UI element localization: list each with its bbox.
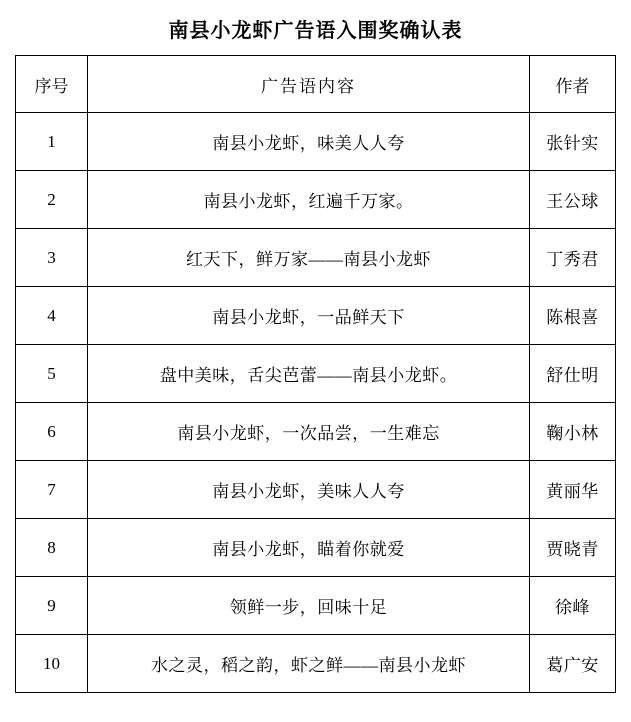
column-header-author: 作者	[530, 56, 616, 113]
cell-content: 领鲜一步，回味十足	[88, 577, 530, 635]
column-header-content: 广告语内容	[88, 56, 530, 113]
table-row	[16, 403, 616, 461]
table-row	[16, 519, 616, 577]
cell-no: 5	[16, 345, 88, 403]
table-row	[16, 577, 616, 635]
table-row	[16, 461, 616, 519]
cell-content: 南县小龙虾，一品鲜天下	[88, 287, 530, 345]
cell-author: 张针实	[530, 113, 616, 171]
cell-no: 4	[16, 287, 88, 345]
table-row	[16, 345, 616, 403]
table-row	[16, 113, 616, 171]
page-title: 南县小龙虾广告语入围奖确认表	[168, 20, 463, 42]
cell-content: 盘中美味，舌尖芭蕾——南县小龙虾。	[88, 345, 530, 403]
table-row	[16, 171, 616, 229]
column-header-no: 序号	[16, 56, 88, 113]
cell-author: 丁秀君	[530, 229, 616, 287]
cell-author: 贾晓青	[530, 519, 616, 577]
cell-author: 黄丽华	[530, 461, 616, 519]
table-header	[16, 56, 616, 113]
cell-content: 水之灵，稻之韵，虾之鲜——南县小龙虾	[88, 635, 530, 693]
cell-author: 舒仕明	[530, 345, 616, 403]
cell-no: 3	[16, 229, 88, 287]
cell-content: 南县小龙虾，一次品尝，一生难忘	[88, 403, 530, 461]
cell-content: 南县小龙虾，红遍千万家。	[88, 171, 530, 229]
cell-no: 2	[16, 171, 88, 229]
cell-author: 徐峰	[530, 577, 616, 635]
table-row	[16, 635, 616, 693]
cell-no: 10	[16, 635, 88, 693]
cell-author: 王公球	[530, 171, 616, 229]
cell-content: 红天下，鲜万家——南县小龙虾	[88, 229, 530, 287]
cell-author: 鞠小林	[530, 403, 616, 461]
cell-no: 6	[16, 403, 88, 461]
cell-author: 陈根喜	[530, 287, 616, 345]
cell-author: 葛广安	[530, 635, 616, 693]
cell-content: 南县小龙虾，味美人人夸	[88, 113, 530, 171]
table-body	[16, 113, 616, 693]
table-row	[16, 287, 616, 345]
cell-no: 7	[16, 461, 88, 519]
cell-content: 南县小龙虾，瞄着你就爱	[88, 519, 530, 577]
table-row	[16, 229, 616, 287]
award-confirmation-table	[15, 55, 616, 693]
cell-content: 南县小龙虾，美味人人夸	[88, 461, 530, 519]
table-header-row	[16, 56, 616, 113]
cell-no: 8	[16, 519, 88, 577]
cell-no: 1	[16, 113, 88, 171]
cell-no: 9	[16, 577, 88, 635]
